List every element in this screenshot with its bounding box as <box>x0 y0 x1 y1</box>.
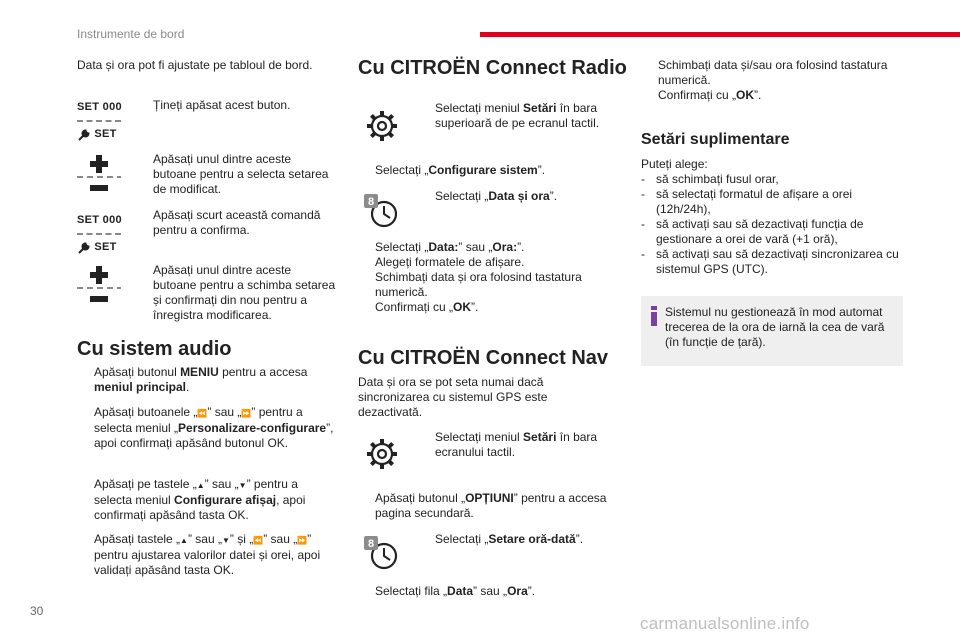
rewind-icon: ⏪ <box>253 536 264 545</box>
info-note-text: Sistemul nu gestionează în mod automat trecerea de la ora de iarnă la cea de vară (în funcție de țară). <box>665 305 885 349</box>
rewind-icon: ⏪ <box>197 409 208 418</box>
plus-minus-icon <box>77 266 121 310</box>
nav-section-title: Cu CITROËN Connect Nav <box>358 347 609 369</box>
nav-intro: Data și ora se pot seta numai dacă sincronizarea cu sistemul GPS este dezactivată. <box>358 375 548 419</box>
down-icon: ▼ <box>221 536 230 545</box>
page-header-title: Instrumente de bord <box>77 27 185 41</box>
extra-item: - să activați sau să dezactivați sincronizarea cu sistemul GPS (UTC). <box>641 247 899 276</box>
info-icon <box>649 306 659 326</box>
step-hold-button: Țineți apăsat acest buton. <box>153 98 291 112</box>
audio-step-2: Apăsați butoanele „⏪” sau „⏩” pentru a selecta meniul „Personalizare-configurare”, apoi confirmați apăsând butonul OK. <box>94 405 334 450</box>
watermark-text: carmanualsonline.info <box>640 614 810 633</box>
audio-step-4: Apăsați tastele „▲” sau „▼” și „⏪” sau „⏩” pentru ajustarea valorilor datei și orei, apoi validați apăsând tasta OK. <box>94 532 321 577</box>
gear-icon <box>366 438 398 470</box>
clock-badge: 8 <box>367 196 375 208</box>
set-button-icon <box>77 100 121 144</box>
clock-badge: 8 <box>367 538 375 550</box>
nav-step-3: Selectați „Setare oră-dată”. <box>435 532 584 546</box>
up-icon: ▲ <box>180 536 188 545</box>
set-button-icon <box>77 213 121 257</box>
info-note-box <box>641 296 903 366</box>
zeros-label: 000 <box>102 101 122 113</box>
set-label: SET <box>77 101 100 113</box>
nav-step-2: Apăsați butonul „OPȚIUNI” pentru a accesa pagina secundară. <box>375 491 607 520</box>
extra-intro: Puteți alege: <box>641 157 708 171</box>
forward-icon: ⏩ <box>297 536 308 545</box>
up-icon: ▲ <box>196 481 205 490</box>
radio-step-3: Selectați „Data și ora”. <box>435 189 558 203</box>
col1-intro: Data și ora pot fi ajustate pe tabloul de bord. <box>77 58 313 72</box>
wrench-icon <box>77 241 91 255</box>
nav-step-4: Selectați fila „Data” sau „Ora”. <box>375 584 536 598</box>
set-label: SET <box>94 128 117 140</box>
step-change-setting: Apăsați unul dintre aceste butoane pentru a schimba setarea și confirmați din nou pentru a înregistra modificarea. <box>153 263 336 322</box>
radio-step-4: Selectați „Data:” sau „Ora:”. <box>375 240 525 254</box>
zeros-label: 000 <box>102 214 122 226</box>
dashed-divider <box>77 233 121 235</box>
dashed-divider <box>77 120 121 122</box>
radio-step-1: Selectați meniul Setări în bara superioară de pe ecranul tactil. <box>435 101 600 130</box>
extra-item: - să schimbați fusul orar, <box>641 172 779 186</box>
audio-step-3: Apăsați pe tastele „▲” sau „▼” pentru a selecta meniul Configurare afișaj, apoi confirmați apăsând tasta OK. <box>94 477 306 522</box>
step-confirm-short-press: Apăsați scurt această comandă pentru a confirma. <box>153 208 321 237</box>
radio-step-6: Schimbați data și ora folosind tastatura numerică. <box>375 270 582 299</box>
radio-step-7: Confirmați cu „OK”. <box>375 300 479 314</box>
header-accent-bar <box>480 32 960 37</box>
extra-settings-title: Setări suplimentare <box>641 131 790 148</box>
wrench-icon <box>77 128 91 142</box>
extra-item: - să activați sau să dezactivați funcția de gestionare a orei de vară (+1 oră), <box>641 217 864 246</box>
extra-item: - să selectați formatul de afișare a orei (12h/24h), <box>641 187 853 216</box>
clock-icon <box>364 194 398 228</box>
page-number: 30 <box>30 604 44 618</box>
radio-section-title: Cu CITROËN Connect Radio <box>358 57 627 79</box>
radio-step-2: Selectați „Configurare sistem”. <box>375 163 546 177</box>
plus-minus-icon <box>77 155 121 199</box>
clock-icon <box>364 536 398 570</box>
down-icon: ▼ <box>238 481 247 490</box>
audio-step-1: Apăsați butonul MENIU pentru a accesa meniul principal. <box>94 365 308 394</box>
nav-step-1: Selectați meniul Setări în bara ecranului tactil. <box>435 430 598 459</box>
forward-icon: ⏩ <box>241 409 252 418</box>
gear-icon <box>366 110 398 142</box>
col3-step-1: Schimbați data și/sau ora folosind tastatura numerică. <box>658 58 888 87</box>
set-label: SET <box>77 214 100 226</box>
set-label: SET <box>94 241 117 253</box>
audio-section-title: Cu sistem audio <box>77 338 232 360</box>
radio-step-5: Alegeți formatele de afișare. <box>375 255 525 269</box>
step-select-setting: Apăsați unul dintre aceste butoane pentru a selecta setarea de modificat. <box>153 152 329 196</box>
col3-step-2: Confirmați cu „OK”. <box>658 88 762 102</box>
